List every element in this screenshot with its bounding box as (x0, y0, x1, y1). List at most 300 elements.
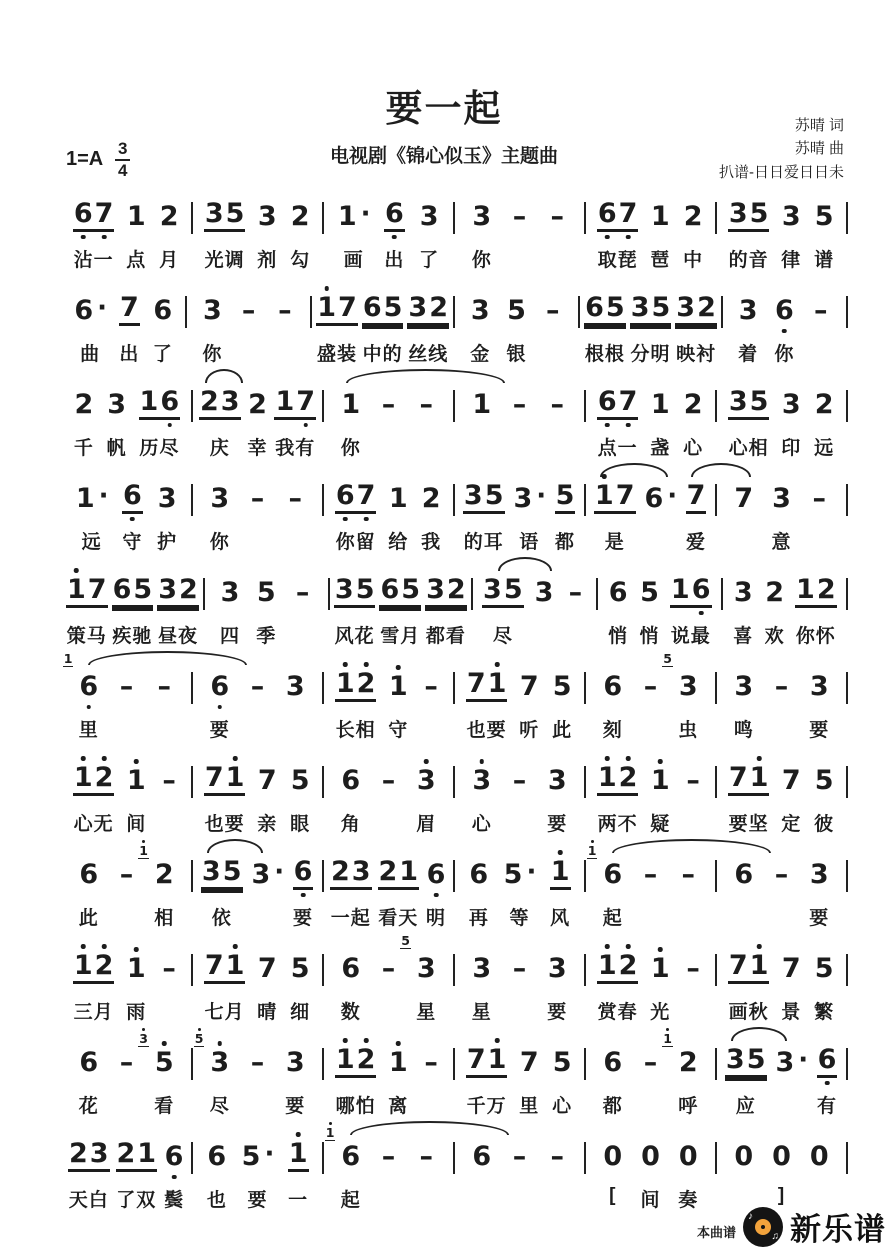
augmentation-dot: · (274, 857, 285, 887)
lyric: 是 (604, 532, 625, 553)
note (764, 572, 786, 608)
note (247, 384, 269, 420)
note-digits: 3 (416, 953, 436, 984)
score-line-6 (62, 651, 848, 760)
note (407, 290, 449, 326)
note-unit (151, 666, 177, 737)
note-digits: 6 (164, 1141, 184, 1172)
note (649, 384, 671, 420)
note-digits: 5 (241, 1141, 261, 1172)
note-unit (76, 854, 102, 929)
note-unit (673, 290, 719, 365)
note-digits: 6 (79, 859, 99, 890)
note-digits: 3 (734, 671, 754, 702)
note-unit (510, 478, 548, 553)
barline (846, 860, 848, 892)
note-digits: 3 (202, 295, 222, 326)
note-digits: 5 (507, 295, 526, 326)
measure (455, 760, 584, 835)
note-unit (595, 196, 641, 271)
note (238, 290, 260, 326)
lyric (158, 809, 180, 831)
lyric (640, 715, 662, 737)
note-unit (71, 290, 109, 365)
note-digits: – (288, 483, 302, 514)
note (378, 1136, 400, 1172)
note-unit (418, 478, 444, 553)
note (73, 384, 95, 420)
note-unit (811, 384, 837, 459)
note (602, 666, 624, 702)
measure (324, 384, 453, 459)
measure (455, 948, 584, 1023)
note (78, 854, 100, 890)
note-digits: 2 (683, 389, 703, 420)
grace-note: 5 (194, 1028, 205, 1047)
note-digits: 5 (552, 671, 572, 702)
note (549, 854, 571, 890)
note-digits: – (295, 577, 310, 608)
lyric: 取琵 (597, 250, 638, 271)
lyric: 要坚 (728, 814, 769, 835)
lyric (378, 1185, 400, 1207)
note-unit (637, 572, 663, 647)
note-digits: – (381, 389, 396, 420)
lyric (546, 433, 568, 455)
note-unit (549, 1042, 575, 1117)
note-unit (595, 760, 641, 835)
note-digits: – (424, 671, 438, 702)
note-unit (381, 196, 407, 271)
note-unit (139, 1031, 177, 1117)
note-digits: 3 5 (728, 388, 770, 420)
note (287, 1136, 309, 1172)
note-unit (423, 854, 449, 929)
note-digits: 2 (814, 389, 834, 420)
note (639, 572, 661, 608)
lyric: 中 (683, 250, 704, 271)
note-unit (540, 290, 566, 361)
note-digits: 2 1 (378, 858, 420, 890)
note-digits: 2 (765, 577, 785, 608)
note-unit (461, 478, 507, 553)
lyric: 眉 (416, 814, 437, 835)
lyric: 你留 (335, 532, 376, 553)
note-unit (63, 651, 102, 741)
score-line-9 (62, 933, 848, 1042)
measure (717, 760, 846, 835)
score-line-8 (62, 843, 848, 948)
note-digits: 6 5 (112, 576, 154, 608)
lyric: 心相 (728, 438, 769, 459)
note (63, 651, 100, 702)
note (420, 666, 442, 702)
lyric: 疑 (650, 814, 671, 835)
note-unit (769, 478, 795, 553)
note-unit (71, 196, 117, 271)
lyric (509, 433, 531, 455)
note (73, 196, 115, 232)
score-line-2 (62, 290, 848, 384)
note-digits: – (250, 1047, 265, 1078)
note-unit (544, 384, 570, 455)
note (378, 760, 400, 796)
lyric: 曲 (80, 344, 101, 365)
note (247, 1042, 269, 1078)
lyric: 分明 (630, 344, 671, 365)
note (546, 196, 568, 232)
note (551, 1042, 573, 1078)
measure (324, 1042, 453, 1117)
note (330, 854, 372, 890)
note-digits: – (119, 1047, 134, 1078)
lyric: 映衬 (676, 344, 717, 365)
note-unit (204, 1136, 230, 1211)
note-unit (769, 854, 795, 925)
note (66, 572, 108, 608)
measure (723, 572, 846, 647)
lyric: 给 (388, 532, 409, 553)
note-digits: 1 (472, 389, 492, 420)
lyric: 要 (293, 908, 314, 929)
lyric (509, 997, 531, 1019)
note (506, 290, 528, 326)
lyric (771, 715, 793, 737)
lyric: 你怀 (795, 626, 836, 647)
note (509, 760, 531, 796)
note-unit (466, 854, 492, 929)
lyric: 昼夜 (157, 626, 198, 647)
lyric: 再 (468, 908, 489, 929)
lyric: 晴 (257, 1002, 278, 1023)
measure (586, 651, 715, 741)
note (677, 1136, 699, 1172)
lyric: 历尽 (139, 438, 180, 459)
note (201, 290, 223, 326)
note-unit (114, 1136, 160, 1211)
note (292, 854, 314, 890)
lyric: 尽 (209, 1096, 230, 1117)
lyric: 应 (735, 1096, 756, 1117)
measure (324, 666, 453, 741)
note (482, 572, 524, 608)
note-digits: 3 (781, 201, 801, 232)
note-unit (769, 1136, 795, 1207)
lyric (733, 903, 755, 925)
measure (62, 651, 191, 741)
note (289, 196, 311, 232)
song-title: 要一起 (385, 88, 503, 129)
barline (846, 390, 848, 422)
note (771, 854, 793, 890)
score-line-10 (62, 1031, 848, 1136)
note-unit (469, 196, 495, 271)
note (121, 478, 143, 514)
note-unit (647, 196, 673, 271)
note-digits: 6 (734, 859, 754, 890)
note-unit (254, 760, 280, 835)
lyric: 细 (290, 1002, 311, 1023)
key-signature (66, 140, 130, 180)
note (199, 384, 241, 420)
lyric: 庆 (209, 438, 230, 459)
note-digits: 1 2 (335, 1046, 377, 1078)
note-digits: 0 (809, 1141, 829, 1172)
note-unit (416, 196, 442, 271)
lyric: 雨 (126, 1002, 147, 1023)
note-digits: 6 5 (362, 294, 404, 326)
lyric: 远 (814, 438, 835, 459)
note (157, 572, 199, 608)
note-unit (772, 1042, 810, 1113)
note-digits: 3 (772, 483, 791, 514)
note-unit (680, 948, 706, 1019)
note-unit (202, 948, 248, 1023)
note-unit (123, 948, 149, 1023)
note-unit (680, 760, 706, 831)
note-digits: 1 (650, 389, 670, 420)
lyric: 呼 (678, 1096, 699, 1117)
note-unit (338, 384, 364, 459)
note-digits: 2 (421, 483, 441, 514)
lyric: 月 (159, 250, 180, 271)
note (728, 760, 770, 796)
note (274, 384, 316, 420)
note (587, 843, 624, 890)
note-unit (413, 384, 439, 455)
lyric: 丝线 (408, 344, 449, 365)
measure (62, 478, 191, 553)
note-digits: 3 (733, 577, 753, 608)
note (471, 760, 493, 796)
note-digits: 2 (248, 389, 267, 420)
lyric: 数 (340, 1002, 361, 1023)
credit-transcriber: 扒谱-日日爱日日未 (719, 163, 844, 181)
note-unit (647, 384, 673, 459)
note (808, 854, 830, 890)
measure (193, 1136, 322, 1211)
measure (205, 572, 328, 647)
note-digits: 3 2 (157, 576, 199, 608)
note-unit (628, 290, 674, 365)
note-unit (638, 1136, 664, 1211)
note-unit (155, 572, 201, 647)
grace-note: 1 (138, 840, 149, 859)
measure (62, 196, 191, 271)
lyric: 眼 (290, 814, 311, 835)
note-unit (731, 1136, 757, 1207)
note-digits: 2 (154, 859, 174, 890)
note (139, 843, 175, 890)
note-digits: 6 7 (335, 482, 377, 514)
lyric: 你 (340, 438, 361, 459)
source-note: 本曲谱 (696, 1225, 736, 1240)
note-digits: 0 (603, 1141, 623, 1172)
lyric (733, 527, 755, 549)
note-digits: 1 7 (594, 482, 636, 514)
note-unit (66, 1136, 112, 1211)
note-digits: – (162, 765, 176, 796)
lyric (415, 1185, 437, 1207)
note (649, 196, 671, 232)
note-unit (808, 290, 834, 361)
note-unit (663, 1031, 701, 1117)
note-unit (735, 290, 761, 365)
note-digits: 6 5 (584, 294, 626, 326)
grace-note: 5 (663, 651, 672, 666)
note-unit (161, 1136, 187, 1211)
note-unit (272, 290, 298, 361)
note-digits: 5 (154, 1047, 174, 1078)
measure (193, 384, 322, 459)
note-unit (202, 196, 248, 271)
note-digits: 6 (469, 859, 489, 890)
note-unit (731, 666, 757, 741)
note-unit (116, 290, 142, 365)
note-digits: – (568, 577, 583, 608)
lyric (546, 245, 568, 267)
note (250, 854, 284, 890)
grace-note: 3 (138, 1028, 149, 1047)
note-unit (480, 572, 526, 647)
lyric: 琶 (650, 250, 671, 271)
note (471, 196, 493, 232)
lyric: 要 (809, 908, 830, 929)
lyric: 间 (126, 814, 147, 835)
lyric (420, 715, 442, 737)
note (471, 948, 493, 984)
lyric: 都 (602, 1096, 623, 1117)
note-unit (245, 1042, 271, 1113)
note (284, 1042, 306, 1078)
measure (193, 854, 322, 929)
measure (330, 572, 471, 647)
note-unit (156, 760, 182, 831)
lyric: 你 (774, 344, 795, 365)
note (256, 948, 278, 984)
note-digits: 5 (640, 577, 659, 608)
lyric: 要 (547, 1002, 568, 1023)
note-unit (287, 948, 313, 1023)
note-unit (562, 572, 588, 643)
note-digits: 3 (285, 1047, 305, 1078)
note-digits: 1 2 (795, 576, 837, 608)
note-unit (778, 948, 804, 1023)
note (732, 572, 754, 608)
note-digits: 7 1 (728, 952, 770, 984)
note (415, 384, 437, 420)
note (116, 1042, 138, 1078)
note-unit (771, 290, 797, 365)
note-digits: – (424, 1047, 438, 1078)
lyric (116, 1091, 138, 1113)
note (771, 666, 793, 702)
note (682, 384, 704, 420)
note-unit (680, 196, 706, 271)
note-unit (385, 666, 411, 741)
note-digits: 3 (470, 295, 490, 326)
lyric: 剂 (257, 250, 278, 271)
note-unit (114, 666, 140, 737)
note-digits: 6 (122, 482, 143, 514)
note (378, 854, 420, 890)
note-unit (385, 478, 411, 553)
lyric: 赏春 (597, 1002, 638, 1023)
note-unit (405, 290, 451, 365)
note (808, 666, 830, 702)
note (335, 478, 377, 514)
note (546, 384, 568, 420)
measure (586, 760, 715, 835)
lyric: 盛装 (317, 344, 358, 365)
note-digits: 3 5 (201, 858, 243, 890)
lyric: 此 (78, 908, 99, 929)
lyric: 要 (809, 720, 830, 741)
lyric (116, 715, 138, 737)
lyric: 远 (81, 532, 102, 553)
lyric: 出 (119, 344, 140, 365)
note-unit (245, 478, 271, 549)
note (463, 478, 505, 514)
measure (62, 384, 191, 459)
note-digits: 5 (814, 201, 834, 232)
measure (473, 572, 596, 647)
note-digits: 1 (75, 483, 95, 514)
note-unit (71, 948, 117, 1023)
measure (193, 196, 322, 271)
note (733, 478, 755, 514)
lyric: 策马 (66, 626, 107, 647)
lyric: 定 (781, 814, 802, 835)
augmentation-dot: · (526, 857, 537, 887)
lyric: 帆 (106, 438, 127, 459)
measure (586, 1031, 715, 1117)
note-unit (290, 854, 316, 929)
note-unit (376, 1136, 402, 1207)
lyric: 光调 (204, 250, 245, 271)
note-unit (469, 948, 495, 1023)
measure (717, 1136, 846, 1207)
note (334, 572, 376, 608)
note (780, 384, 802, 420)
note-digits: 2 3 (330, 858, 372, 890)
note-digits: 6 (603, 1047, 623, 1078)
lyric: 的音 (728, 250, 769, 271)
lyric (640, 1091, 662, 1113)
note-digits: – (813, 295, 828, 326)
lyric: 悄 (639, 626, 660, 647)
score-line-4 (62, 478, 848, 572)
credit-lyricist: 苏晴 词 (794, 117, 844, 134)
note (597, 384, 639, 420)
note (125, 760, 147, 796)
note (340, 948, 362, 984)
lyric: 沾一 (73, 250, 114, 271)
lyric (810, 339, 832, 361)
lyric: 两不 (597, 814, 638, 835)
note-unit (726, 760, 772, 835)
note (68, 1136, 110, 1172)
note-digits: 1 2 (597, 952, 639, 984)
note (153, 666, 175, 702)
note-digits: 1 7 (274, 388, 316, 420)
lyric: 间 (640, 1190, 661, 1211)
note-unit (333, 478, 379, 553)
note-unit (104, 384, 130, 459)
note (733, 1136, 755, 1172)
note-digits: 3 5 (728, 200, 770, 232)
note (325, 1125, 362, 1172)
